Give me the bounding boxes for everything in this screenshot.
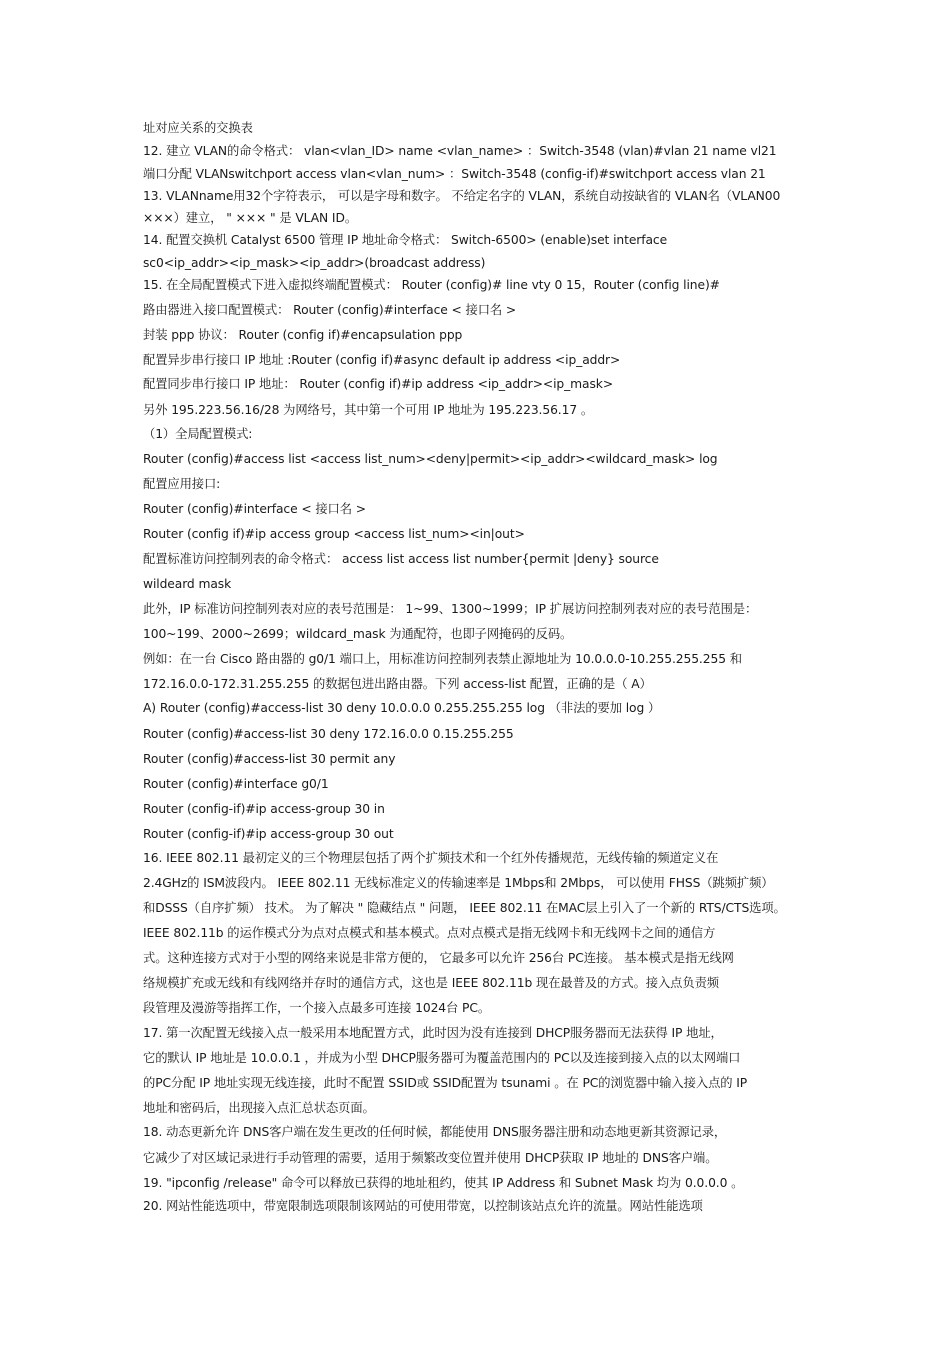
text-line: 配置异步串行接口 IP 地址 :Router (config if)#async default ip address <ip_addr> xyxy=(143,353,621,367)
text-line: 它减少了对区域记录进行手动管理的需要，适用于频繁改变位置并使用 DHCP获取 IP 地址的 DNS客户端。 xyxy=(143,1151,718,1165)
text-line: sc0<ip_addr><ip_mask><ip_addr>(broadcast address) xyxy=(143,256,486,270)
text-line: 式。这种连接方式对于小型的网络来说是非常方便的， 它最多可以允许 256台 PC连接。 基本模式是指无线网 xyxy=(143,951,734,965)
text-line: 13. VLANname用32个字符表示， 可以是字母和数字。 不给定名字的 VLAN，系统自动按缺省的 VLAN名（VLAN00 xyxy=(143,189,781,203)
text-line: 配置应用接口: xyxy=(143,477,221,491)
text-line: 20. 网站性能选项中，带宽限制选项限制该网站的可使用带宽，以控制该站点允许的流量。网站性能选项 xyxy=(143,1199,703,1213)
text-line: 配置标准访问控制列表的命令格式： access list access list number{permit |deny} source xyxy=(143,552,659,566)
text-line: Router (config)#access-list 30 deny 172.16.0.0 0.15.255.255 xyxy=(143,727,514,741)
text-line: 它的默认 IP 地址是 10.0.0.1 ，并成为小型 DHCP服务器可为覆盖范围内的 PC以及连接到接入点的以太网端口 xyxy=(143,1051,741,1065)
text-line: 段管理及漫游等指挥工作，一个接入点最多可连接 1024台 PC。 xyxy=(143,1001,491,1015)
text-line: 络规模扩充或无线和有线网络并存时的通信方式，这也是 IEEE 802.11b 现在最普及的方式。接入点负责频 xyxy=(143,976,719,990)
text-line: 17. 第一次配置无线接入点一般采用本地配置方式，此时因为没有连接到 DHCP服务器而无法获得 IP 地址， xyxy=(143,1026,723,1040)
text-line: wildeard mask xyxy=(143,577,232,591)
text-line: 端口分配 VLANswitchport access vlan<vlan_num> ：Switch-3548 (config-if)#switchport access vlan 21 xyxy=(143,167,766,181)
text-line: 172.16.0.0-172.31.255.255 的数据包进出路由器。下列 access-list 配置，正确的是（ A） xyxy=(143,677,652,691)
text-line: IEEE 802.11b 的运作模式分为点对点模式和基本模式。点对点模式是指无线网卡和无线网卡之间的通信方 xyxy=(143,926,716,940)
text-line: 19. "ipconfig /release" 命令可以释放已获得的地址租约，使其 IP Address 和 Subnet Mask 均为 0.0.0.0 。 xyxy=(143,1176,744,1190)
text-line: 16. IEEE 802.11 最初定义的三个物理层包括了两个扩频技术和一个红外传播规范，无线传输的频道定义在 xyxy=(143,851,719,865)
text-line: Router (config-if)#ip access-group 30 out xyxy=(143,827,394,841)
text-line: 18. 动态更新允许 DNS客户端在发生更改的任何时候，都能使用 DNS服务器注册和动态地更新其资源记录， xyxy=(143,1125,727,1139)
text-line: 15. 在全局配置模式下进入虚拟终端配置模式： Router (config)# line vty 0 15，Router (config line)# xyxy=(143,278,720,292)
text-line: 2.4GHz的 ISM波段内。 IEEE 802.11 无线标准定义的传输速率是 1Mbps和 2Mbps， 可以使用 FHSS（跳频扩频） xyxy=(143,876,774,890)
text-line: 12. 建立 VLAN的命令格式： vlan<vlan_ID> name <vlan_name> ：Switch-3548 (vlan)#vlan 21 name vl21 xyxy=(143,144,777,158)
text-line: 例如：在一台 Cisco 路由器的 g0/1 端口上，用标准访问控制列表禁止源地址为 10.0.0.0-10.255.255.255 和 xyxy=(143,652,742,666)
text-line: Router (config if)#ip access group <access list_num><in|out> xyxy=(143,527,525,541)
text-line: （1）全局配置模式: xyxy=(143,427,253,441)
text-line: 100~199、2000~2699；wildcard_mask 为通配符，也即子网掩码的反码。 xyxy=(143,627,573,641)
text-line: Router (config)#access-list 30 permit any xyxy=(143,752,396,766)
text-line: 址对应关系的交换表 xyxy=(143,121,253,135)
text-line: Router (config)#access list <access list_num><deny|permit><ip_addr><wildcard_mask> log xyxy=(143,452,718,466)
text-line: 地址和密码后，出现接入点汇总状态页面。 xyxy=(143,1101,375,1115)
text-line: 此外，IP 标准访问控制列表对应的表号范围是： 1~99、1300~1999；IP 扩展访问控制列表对应的表号范围是： xyxy=(143,602,758,616)
text-line: A) Router (config)#access-list 30 deny 10.0.0.0 0.255.255.255 log （非法的要加 log ） xyxy=(143,701,661,715)
text-line: 配置同步串行接口 IP 地址： Router (config if)#ip address <ip_addr><ip_mask> xyxy=(143,377,614,391)
text-line: Router (config)#interface g0/1 xyxy=(143,777,329,791)
text-line: Router (config-if)#ip access-group 30 in xyxy=(143,802,385,816)
text-line: 封装 ppp 协议： Router (config if)#encapsulation ppp xyxy=(143,328,463,342)
text-line: 另外 195.223.56.16/28 为网络号，其中第一个可用 IP 地址为 195.223.56.17 。 xyxy=(143,403,594,417)
text-line: 14. 配置交换机 Catalyst 6500 管理 IP 地址命令格式： Switch-6500> (enable)set interface xyxy=(143,233,668,247)
text-line: 的PC分配 IP 地址实现无线连接，此时不配置 SSID或 SSID配置为 tsunami 。在 PC的浏览器中输入接入点的 IP xyxy=(143,1076,748,1090)
text-line: ×××）建立， " ××× " 是 VLAN ID。 xyxy=(143,211,358,225)
text-line: 和DSSS（自序扩频） 技术。 为了解决 " 隐藏结点 " 问题， IEEE 802.11 在MAC层上引入了一个新的 RTS/CTS选项。 xyxy=(143,901,786,915)
text-line: 路由器进入接口配置模式： Router (config)#interface < 接口名 > xyxy=(143,303,517,317)
text-line: Router (config)#interface < 接口名 > xyxy=(143,502,366,516)
